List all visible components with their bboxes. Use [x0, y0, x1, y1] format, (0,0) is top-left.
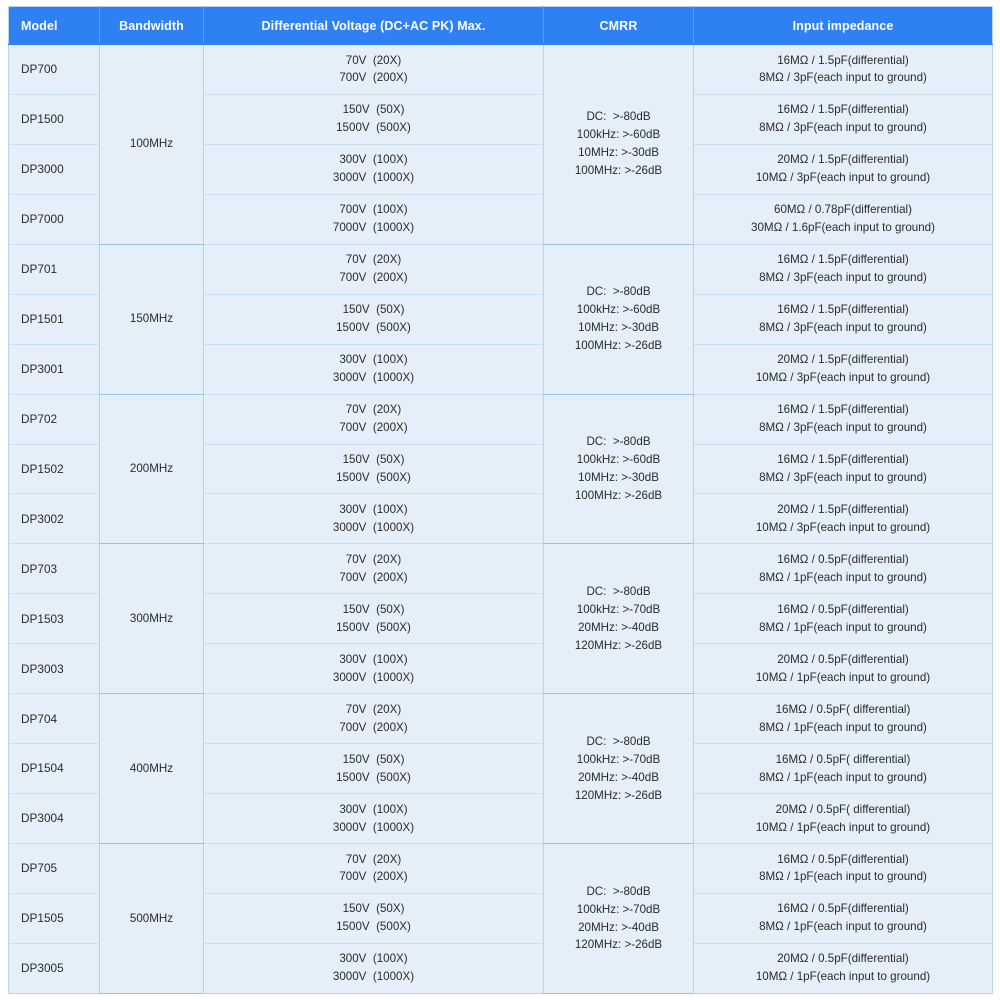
text-line: 700V (200X) — [339, 271, 408, 285]
text-line: 8MΩ / 1pF(each input to ground) — [759, 770, 927, 784]
text-line: DC: >-80dB — [586, 734, 651, 748]
text-line: 300V (100X) — [339, 502, 408, 516]
text-line: DC: >-80dB — [586, 110, 651, 124]
text-line: 20MΩ / 0.5pF(differential) — [777, 952, 909, 966]
text-line: 1500V (500X) — [336, 920, 411, 934]
cell-differential-voltage — [204, 644, 544, 694]
cell-input-impedance — [694, 544, 993, 594]
text-line: 150V (50X) — [342, 752, 405, 766]
text-line: 8MΩ / 1pF(each input to ground) — [759, 720, 927, 734]
cell-differential-voltage — [204, 344, 544, 394]
text-line: 8MΩ / 3pF(each input to ground) — [759, 271, 927, 285]
cell-bandwidth: 150MHz — [100, 244, 204, 394]
text-line: 16MΩ / 0.5pF(differential) — [777, 902, 909, 916]
column-header-differential-voltage: Differential Voltage (DC+AC PK) Max. — [204, 7, 544, 45]
text-line: 100kHz: >-60dB — [576, 303, 661, 317]
cell-input-impedance — [694, 694, 993, 744]
text-line: 100kHz: >-60dB — [576, 453, 661, 466]
cell-model: DP702 — [9, 394, 100, 444]
text-line: 700V (200X) — [339, 421, 408, 435]
cell-input-impedance — [694, 344, 993, 394]
text-line: 70V (20X) — [345, 403, 402, 417]
text-line: 10MΩ / 3pF(each input to ground) — [755, 520, 931, 534]
cell-cmrr — [544, 244, 694, 394]
text-line: 16MΩ / 1.5pF(differential) — [777, 453, 909, 466]
text-line: 100kHz: >-60dB — [576, 128, 661, 142]
text-line: 10MHz: >-30dB — [578, 470, 659, 484]
text-line: 7000V (1000X) — [332, 221, 415, 235]
cell-input-impedance — [694, 45, 993, 95]
text-line: 100MHz: >-26dB — [574, 339, 663, 353]
table-row — [9, 544, 993, 594]
text-line: DC: >-80dB — [586, 584, 651, 598]
text-line: 700V (100X) — [339, 203, 408, 217]
text-line: 16MΩ / 1.5pF(differential) — [777, 303, 909, 317]
text-line: 20MΩ / 0.5pF( differential) — [775, 802, 911, 816]
text-line: 300V (100X) — [339, 353, 408, 367]
text-line: 120MHz: >-26dB — [574, 638, 663, 652]
cell-input-impedance — [694, 943, 993, 993]
text-line: 300V (100X) — [339, 153, 408, 167]
text-line: 150V (50X) — [342, 103, 405, 117]
text-line: 700V (200X) — [339, 570, 408, 584]
text-line: 8MΩ / 1pF(each input to ground) — [759, 870, 927, 884]
text-line: 16MΩ / 0.5pF( differential) — [775, 702, 911, 716]
cell-model: DP7000 — [9, 194, 100, 244]
cell-model: DP1502 — [9, 444, 100, 494]
cell-differential-voltage — [204, 194, 544, 244]
text-line: 10MΩ / 1pF(each input to ground) — [755, 820, 931, 834]
text-line: 100kHz: >-70dB — [576, 902, 661, 916]
cell-model: DP3005 — [9, 943, 100, 993]
cell-input-impedance — [694, 594, 993, 644]
text-line: 16MΩ / 0.5pF(differential) — [777, 602, 909, 616]
cell-model: DP1503 — [9, 594, 100, 644]
cell-differential-voltage — [204, 45, 544, 95]
table-header — [9, 7, 993, 45]
text-line: 700V (200X) — [339, 870, 408, 884]
text-line: 8MΩ / 3pF(each input to ground) — [759, 71, 927, 85]
text-line: 8MΩ / 3pF(each input to ground) — [759, 470, 927, 484]
cell-model: DP1501 — [9, 294, 100, 344]
text-line: 20MΩ / 1.5pF(differential) — [777, 153, 909, 167]
cell-input-impedance — [694, 444, 993, 494]
cell-input-impedance — [694, 794, 993, 844]
text-line: 150V (50X) — [342, 602, 405, 616]
cell-input-impedance — [694, 194, 993, 244]
cell-input-impedance — [694, 394, 993, 444]
text-line: 8MΩ / 1pF(each input to ground) — [759, 620, 927, 634]
cell-input-impedance — [694, 494, 993, 544]
text-line: 20MΩ / 0.5pF(differential) — [777, 652, 909, 666]
text-line: 1500V (500X) — [336, 470, 411, 484]
text-line: 300V (100X) — [339, 952, 408, 966]
table-row — [9, 244, 993, 294]
table-row — [9, 694, 993, 744]
text-line: 120MHz: >-26dB — [574, 938, 663, 952]
cell-bandwidth: 200MHz — [100, 394, 204, 544]
cell-differential-voltage — [204, 844, 544, 894]
text-line: 20MHz: >-40dB — [578, 920, 659, 934]
text-line: 60MΩ / 0.78pF(differential) — [774, 203, 912, 217]
table-body — [9, 45, 993, 994]
cell-model: DP3001 — [9, 344, 100, 394]
text-line: 1500V (500X) — [336, 770, 411, 784]
text-line: 700V (200X) — [339, 71, 408, 85]
text-line: 70V (20X) — [345, 852, 402, 866]
cell-differential-voltage — [204, 594, 544, 644]
cell-input-impedance — [694, 94, 993, 144]
cell-model: DP3000 — [9, 144, 100, 194]
text-line: 100MHz: >-26dB — [574, 164, 663, 178]
cell-cmrr — [544, 45, 694, 245]
text-line: 16MΩ / 1.5pF(differential) — [777, 253, 909, 267]
cell-differential-voltage — [204, 294, 544, 344]
text-line: 3000V (1000X) — [332, 820, 415, 834]
cell-differential-voltage — [204, 94, 544, 144]
text-line: 70V (20X) — [345, 53, 402, 67]
text-line: 8MΩ / 3pF(each input to ground) — [759, 321, 927, 335]
text-line: 10MHz: >-30dB — [578, 146, 659, 160]
text-line: 16MΩ / 1.5pF(differential) — [777, 103, 909, 117]
text-line: 20MHz: >-40dB — [578, 620, 659, 634]
text-line: 1500V (500X) — [336, 620, 411, 634]
text-line: 1500V (500X) — [336, 321, 411, 335]
column-header-model: Model — [9, 7, 100, 45]
text-line: 150V (50X) — [342, 453, 405, 466]
cell-model: DP3004 — [9, 794, 100, 844]
cell-bandwidth: 500MHz — [100, 844, 204, 994]
text-line: 3000V (1000X) — [332, 371, 415, 385]
cell-model: DP1500 — [9, 94, 100, 144]
cell-input-impedance — [694, 244, 993, 294]
text-line: 3000V (1000X) — [332, 171, 415, 185]
cell-bandwidth: 300MHz — [100, 544, 204, 694]
cell-differential-voltage — [204, 893, 544, 943]
cell-differential-voltage — [204, 943, 544, 993]
text-line: 150V (50X) — [342, 303, 405, 317]
text-line: 8MΩ / 3pF(each input to ground) — [759, 421, 927, 435]
text-line: 16MΩ / 0.5pF(differential) — [777, 852, 909, 866]
cell-model: DP3002 — [9, 494, 100, 544]
text-line: 30MΩ / 1.6pF(each input to ground) — [751, 221, 935, 235]
text-line: 16MΩ / 1.5pF(differential) — [777, 53, 909, 67]
cell-input-impedance — [694, 144, 993, 194]
text-line: 10MΩ / 3pF(each input to ground) — [755, 371, 931, 385]
cell-model: DP700 — [9, 45, 100, 95]
text-line: 100kHz: >-70dB — [576, 602, 661, 616]
cell-differential-voltage — [204, 694, 544, 744]
cell-differential-voltage — [204, 544, 544, 594]
cell-model: DP1505 — [9, 893, 100, 943]
column-header-bandwidth: Bandwidth — [100, 7, 204, 45]
text-line: 70V (20X) — [345, 702, 402, 716]
cell-bandwidth: 400MHz — [100, 694, 204, 844]
text-line: 3000V (1000X) — [332, 670, 415, 684]
cell-input-impedance — [694, 644, 993, 694]
cell-cmrr — [544, 844, 694, 994]
text-line: 16MΩ / 0.5pF(differential) — [777, 552, 909, 566]
cell-input-impedance — [694, 744, 993, 794]
text-line: 20MHz: >-40dB — [578, 770, 659, 784]
text-line: 8MΩ / 1pF(each input to ground) — [759, 570, 927, 584]
text-line: 70V (20X) — [345, 552, 402, 566]
cell-cmrr — [544, 544, 694, 694]
header-row — [9, 7, 993, 45]
cell-input-impedance — [694, 893, 993, 943]
cell-differential-voltage — [204, 494, 544, 544]
cell-model: DP704 — [9, 694, 100, 744]
text-line: 3000V (1000X) — [332, 970, 415, 984]
cell-differential-voltage — [204, 244, 544, 294]
cell-model: DP3003 — [9, 644, 100, 694]
text-line: 700V (200X) — [339, 720, 408, 734]
cell-model: DP1504 — [9, 744, 100, 794]
text-line: 8MΩ / 1pF(each input to ground) — [759, 920, 927, 934]
table-row — [9, 394, 993, 444]
cell-cmrr — [544, 394, 694, 544]
cell-cmrr — [544, 694, 694, 844]
text-line: 16MΩ / 0.5pF( differential) — [775, 752, 911, 766]
text-line: 20MΩ / 1.5pF(differential) — [777, 502, 909, 516]
text-line: 100MHz: >-26dB — [574, 488, 663, 502]
cell-model: DP705 — [9, 844, 100, 894]
column-header-input-impedance: Input impedance — [694, 7, 993, 45]
cell-bandwidth: 100MHz — [100, 45, 204, 245]
text-line: 120MHz: >-26dB — [574, 788, 663, 802]
text-line: DC: >-80dB — [586, 884, 651, 898]
text-line: 100kHz: >-70dB — [576, 752, 661, 766]
text-line: 300V (100X) — [339, 652, 408, 666]
text-line: 10MΩ / 1pF(each input to ground) — [755, 970, 931, 984]
table-row — [9, 844, 993, 894]
column-header-cmrr: CMRR — [544, 7, 694, 45]
text-line: 16MΩ / 1.5pF(differential) — [777, 403, 909, 417]
cell-differential-voltage — [204, 144, 544, 194]
text-line: DC: >-80dB — [586, 285, 651, 299]
cell-differential-voltage — [204, 444, 544, 494]
cell-differential-voltage — [204, 794, 544, 844]
cell-differential-voltage — [204, 394, 544, 444]
cell-differential-voltage — [204, 744, 544, 794]
text-line: 1500V (500X) — [336, 121, 411, 135]
cell-input-impedance — [694, 294, 993, 344]
text-line: 300V (100X) — [339, 802, 408, 816]
text-line: DC: >-80dB — [586, 435, 651, 449]
text-line: 10MΩ / 1pF(each input to ground) — [755, 670, 931, 684]
cell-model: DP703 — [9, 544, 100, 594]
text-line: 20MΩ / 1.5pF(differential) — [777, 353, 909, 367]
text-line: 10MHz: >-30dB — [578, 321, 659, 335]
table-row — [9, 45, 993, 95]
text-line: 3000V (1000X) — [332, 520, 415, 534]
cell-model: DP701 — [9, 244, 100, 294]
text-line: 150V (50X) — [342, 902, 405, 916]
text-line: 8MΩ / 3pF(each input to ground) — [759, 121, 927, 135]
probe-specification-table — [8, 6, 993, 994]
text-line: 10MΩ / 3pF(each input to ground) — [755, 171, 931, 185]
text-line: 70V (20X) — [345, 253, 402, 267]
cell-input-impedance — [694, 844, 993, 894]
